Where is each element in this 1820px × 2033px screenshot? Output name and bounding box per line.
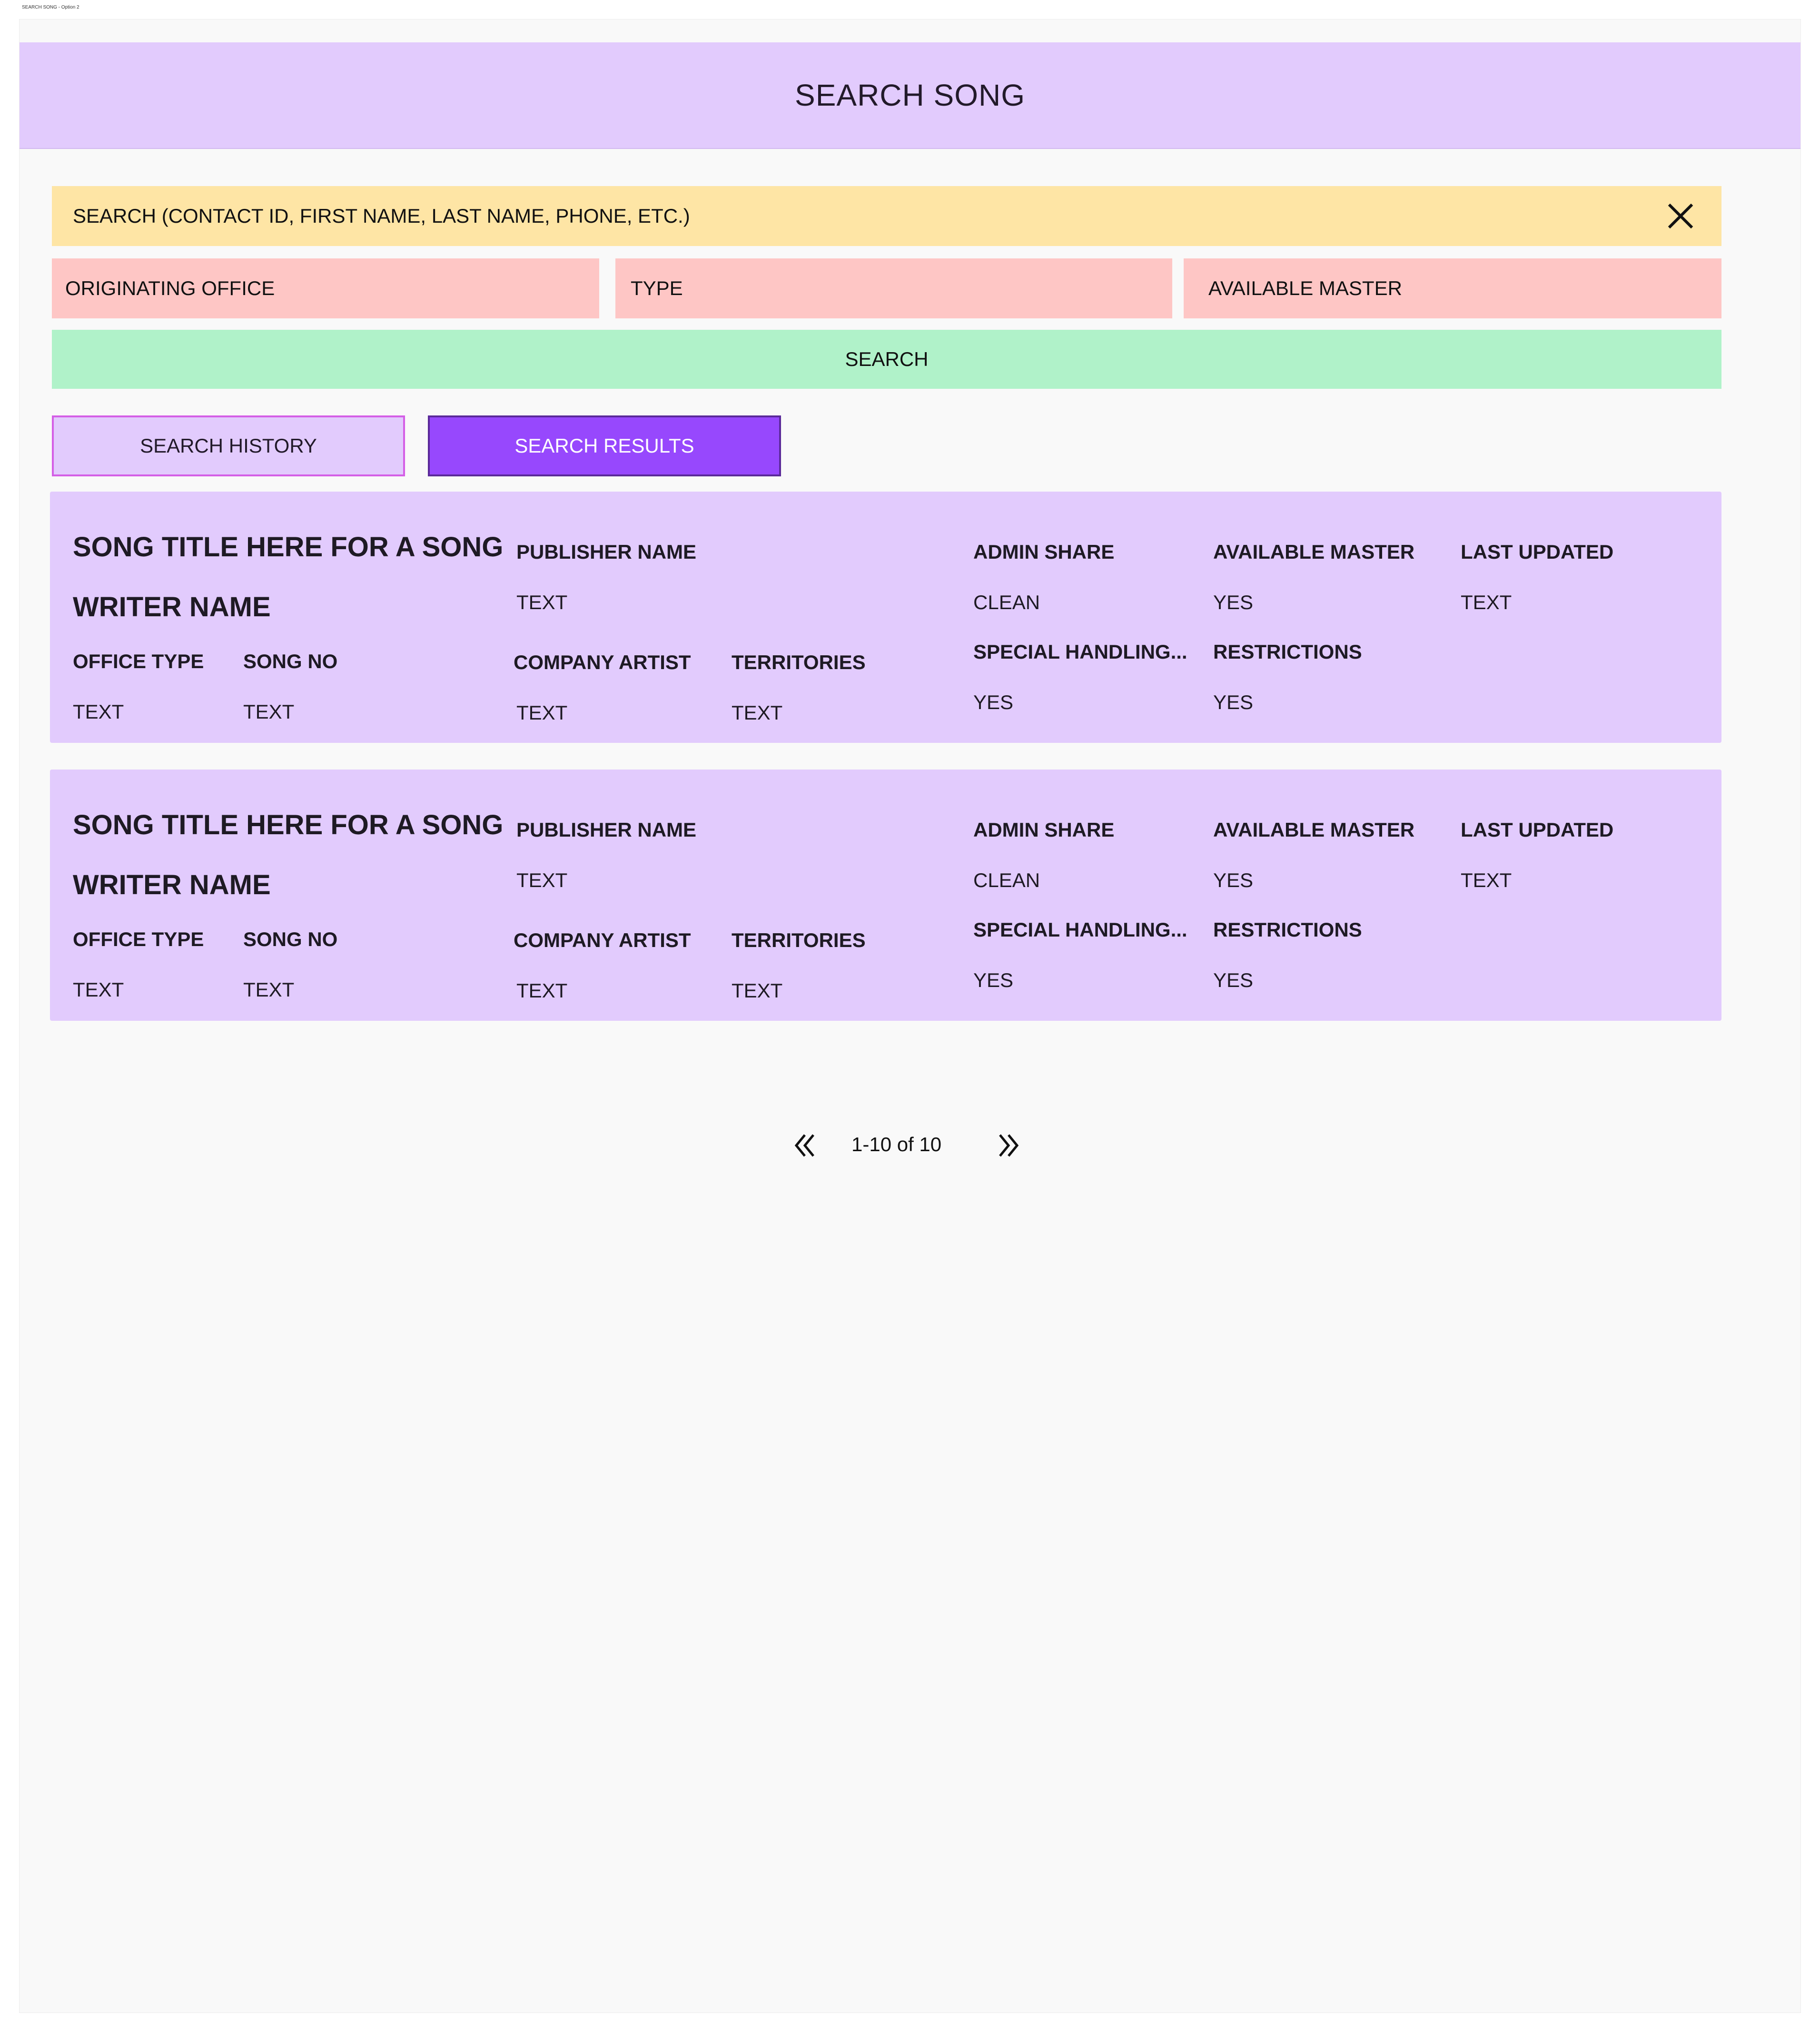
- available-master-label: AVAILABLE MASTER: [1213, 819, 1415, 841]
- company-artist-label: COMPANY ARTIST: [514, 929, 691, 951]
- pagination: [786, 1126, 1033, 1165]
- available-master-filter-label: AVAILABLE MASTER: [1208, 277, 1402, 299]
- type-filter[interactable]: [615, 258, 1172, 318]
- frame-label: SEARCH SONG - Option 2: [22, 5, 79, 10]
- page-frame: [19, 19, 1801, 2013]
- song-title: SONG TITLE HERE FOR A SONG: [73, 809, 504, 840]
- special-handling-value: YES: [973, 969, 1014, 991]
- tab-label: SEARCH RESULTS: [514, 434, 694, 457]
- last-updated-label: LAST UPDATED: [1461, 819, 1614, 841]
- available-master-value: YES: [1213, 869, 1254, 891]
- song-no-value: TEXT: [243, 701, 295, 723]
- last-updated-label: LAST UPDATED: [1461, 541, 1614, 563]
- company-artist-value: TEXT: [516, 979, 568, 1002]
- available-master-label: AVAILABLE MASTER: [1213, 541, 1415, 563]
- publisher-name-label: PUBLISHER NAME: [516, 819, 697, 841]
- search-input[interactable]: [52, 186, 1721, 246]
- office-type-label: OFFICE TYPE: [73, 928, 204, 950]
- result-card[interactable]: [50, 770, 1721, 1021]
- last-updated-value: TEXT: [1461, 591, 1512, 613]
- song-no-value: TEXT: [243, 978, 295, 1001]
- search-button[interactable]: [52, 330, 1721, 389]
- song-no-label: SONG NO: [243, 928, 338, 950]
- search-button-label: SEARCH: [845, 348, 929, 370]
- song-no-label: SONG NO: [243, 650, 338, 672]
- territories-value: TEXT: [732, 701, 783, 724]
- pagination-range: 1-10 of 10: [851, 1133, 942, 1155]
- close-icon[interactable]: [1666, 202, 1695, 230]
- restrictions-label: RESTRICTIONS: [1213, 641, 1362, 663]
- tab-search-results[interactable]: [428, 415, 781, 476]
- double-chevron-left-icon[interactable]: [786, 1126, 824, 1165]
- office-type-value: TEXT: [73, 701, 124, 723]
- restrictions-label: RESTRICTIONS: [1213, 918, 1362, 941]
- originating-office-filter[interactable]: [52, 258, 599, 318]
- writer-name: WRITER NAME: [73, 592, 271, 622]
- available-master-value: YES: [1213, 591, 1254, 613]
- last-updated-value: TEXT: [1461, 869, 1512, 891]
- special-handling-label: SPECIAL HANDLING...: [973, 918, 1187, 941]
- publisher-name-label: PUBLISHER NAME: [516, 541, 697, 563]
- tab-label: SEARCH HISTORY: [140, 434, 317, 457]
- admin-share-value: CLEAN: [973, 869, 1040, 891]
- territories-label: TERRITORIES: [732, 651, 866, 673]
- page-title: SEARCH SONG: [795, 78, 1025, 112]
- page-header: [20, 42, 1800, 149]
- song-title: SONG TITLE HERE FOR A SONG: [73, 532, 504, 563]
- territories-label: TERRITORIES: [732, 929, 866, 951]
- special-handling-label: SPECIAL HANDLING...: [973, 641, 1187, 663]
- double-chevron-right-icon[interactable]: [989, 1126, 1028, 1165]
- tab-search-history[interactable]: [52, 415, 405, 476]
- company-artist-value: TEXT: [516, 701, 568, 724]
- admin-share-label: ADMIN SHARE: [973, 819, 1115, 841]
- restrictions-value: YES: [1213, 691, 1254, 713]
- publisher-name-value: TEXT: [516, 869, 568, 891]
- publisher-name-value: TEXT: [516, 591, 568, 613]
- office-type-label: OFFICE TYPE: [73, 650, 204, 672]
- type-label: TYPE: [631, 277, 683, 299]
- available-master-filter[interactable]: [1184, 258, 1721, 318]
- originating-office-label: ORIGINATING OFFICE: [65, 277, 275, 299]
- office-type-value: TEXT: [73, 978, 124, 1001]
- company-artist-label: COMPANY ARTIST: [514, 651, 691, 673]
- search-placeholder: SEARCH (CONTACT ID, FIRST NAME, LAST NAME, PHONE, ETC.): [73, 205, 690, 227]
- admin-share-value: CLEAN: [973, 591, 1040, 613]
- writer-name: WRITER NAME: [73, 869, 271, 900]
- special-handling-value: YES: [973, 691, 1014, 713]
- admin-share-label: ADMIN SHARE: [973, 541, 1115, 563]
- territories-value: TEXT: [732, 979, 783, 1002]
- restrictions-value: YES: [1213, 969, 1254, 991]
- result-card[interactable]: [50, 492, 1721, 743]
